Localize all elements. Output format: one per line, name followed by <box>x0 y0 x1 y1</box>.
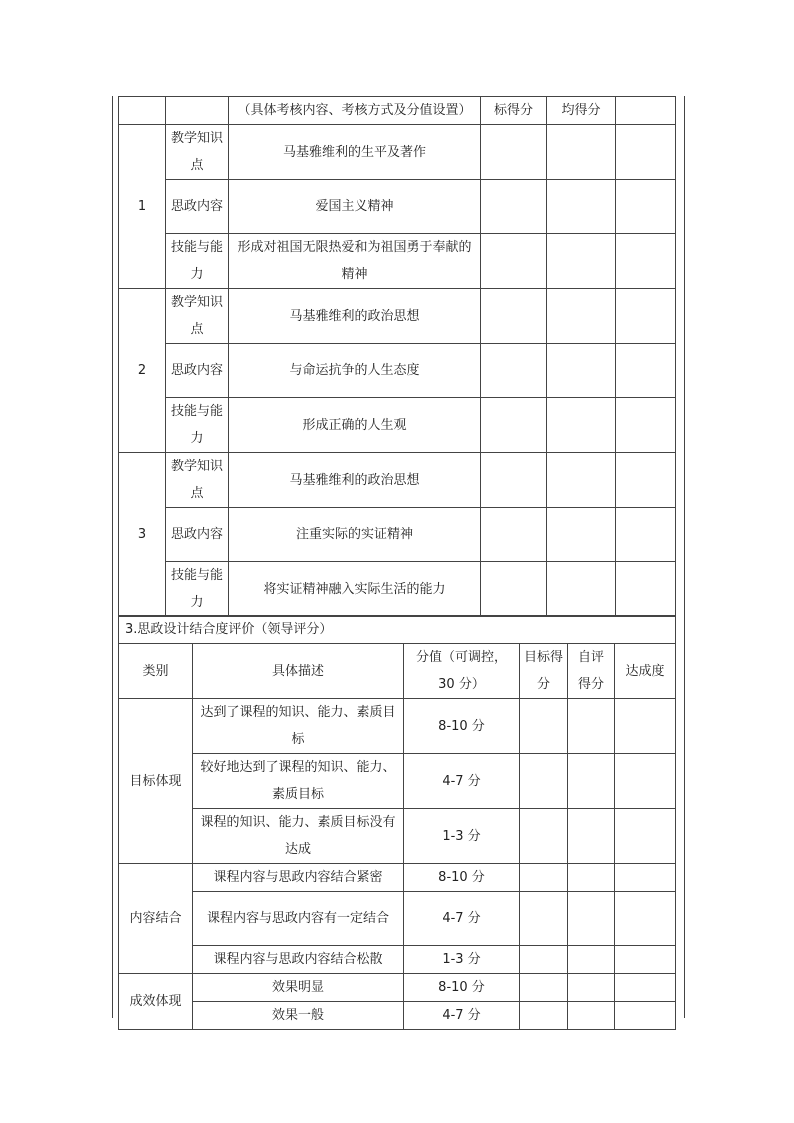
table-row <box>119 809 676 864</box>
score-cell[interactable] <box>520 892 568 946</box>
table-row <box>119 699 676 754</box>
row-content: 注重实际的实证精神 <box>229 508 481 562</box>
score-cell[interactable] <box>520 864 568 892</box>
row-score: 4-7 分 <box>404 1002 520 1030</box>
assessment-table <box>118 96 676 617</box>
row-description: 效果一般 <box>193 1002 404 1030</box>
score-cell[interactable] <box>568 809 615 864</box>
header-blank <box>119 97 166 125</box>
score-cell[interactable] <box>547 398 616 453</box>
score-cell[interactable] <box>520 754 568 809</box>
evaluation-table <box>118 615 676 1030</box>
row-category: 技能与能力 <box>166 562 229 617</box>
row-description: 较好地达到了课程的知识、能力、素质目标 <box>193 754 404 809</box>
score-cell[interactable] <box>616 453 676 508</box>
score-cell[interactable] <box>520 974 568 1002</box>
row-content: 与命运抗争的人生态度 <box>229 344 481 398</box>
score-cell[interactable] <box>481 180 547 234</box>
score-cell[interactable] <box>520 1002 568 1030</box>
header-blank <box>616 97 676 125</box>
score-cell[interactable] <box>547 289 616 344</box>
score-cell[interactable] <box>481 562 547 617</box>
header-achievement: 达成度 <box>615 644 676 699</box>
table-row <box>119 344 676 398</box>
score-cell[interactable] <box>481 234 547 289</box>
assessment-header-row <box>119 97 676 125</box>
score-cell[interactable] <box>568 1002 615 1030</box>
score-cell[interactable] <box>481 289 547 344</box>
header-content: （具体考核内容、考核方式及分值设置） <box>229 97 481 125</box>
score-cell[interactable] <box>615 699 676 754</box>
score-cell[interactable] <box>481 508 547 562</box>
table-row <box>119 398 676 453</box>
score-cell[interactable] <box>616 180 676 234</box>
table-row <box>119 234 676 289</box>
score-cell[interactable] <box>615 864 676 892</box>
row-category: 思政内容 <box>166 508 229 562</box>
row-score: 4-7 分 <box>404 754 520 809</box>
row-content: 马基雅维利的生平及著作 <box>229 125 481 180</box>
score-cell[interactable] <box>547 125 616 180</box>
score-cell[interactable] <box>481 344 547 398</box>
row-description: 效果明显 <box>193 974 404 1002</box>
score-cell[interactable] <box>520 699 568 754</box>
group-category: 成效体现 <box>119 974 193 1030</box>
row-content: 形成正确的人生观 <box>229 398 481 453</box>
row-category: 教学知识点 <box>166 289 229 344</box>
row-description: 课程内容与思政内容结合松散 <box>193 946 404 974</box>
row-description: 课程的知识、能力、素质目标没有达成 <box>193 809 404 864</box>
row-score: 8-10 分 <box>404 974 520 1002</box>
row-category: 思政内容 <box>166 344 229 398</box>
row-content: 马基雅维利的政治思想 <box>229 289 481 344</box>
score-cell[interactable] <box>616 289 676 344</box>
score-cell[interactable] <box>616 508 676 562</box>
row-content: 将实证精神融入实际生活的能力 <box>229 562 481 617</box>
table-row <box>119 453 676 508</box>
row-content: 爱国主义精神 <box>229 180 481 234</box>
header-category: 类别 <box>119 644 193 699</box>
score-cell[interactable] <box>481 453 547 508</box>
score-cell[interactable] <box>615 892 676 946</box>
header-description: 具体描述 <box>193 644 404 699</box>
row-content: 马基雅维利的政治思想 <box>229 453 481 508</box>
score-cell[interactable] <box>481 125 547 180</box>
header-blank <box>166 97 229 125</box>
score-cell[interactable] <box>615 1002 676 1030</box>
score-cell[interactable] <box>616 234 676 289</box>
row-description: 课程内容与思政内容结合紧密 <box>193 864 404 892</box>
table-row <box>119 892 676 946</box>
header-score-a: 标得分 <box>481 97 547 125</box>
score-cell[interactable] <box>616 398 676 453</box>
score-cell[interactable] <box>616 125 676 180</box>
score-cell[interactable] <box>547 234 616 289</box>
score-cell[interactable] <box>481 398 547 453</box>
row-score: 8-10 分 <box>404 864 520 892</box>
table-row <box>119 125 676 180</box>
group-category: 目标体现 <box>119 699 193 864</box>
score-cell[interactable] <box>568 699 615 754</box>
score-cell[interactable] <box>568 754 615 809</box>
score-cell[interactable] <box>568 864 615 892</box>
row-category: 教学知识点 <box>166 453 229 508</box>
table-row <box>119 562 676 617</box>
header-self: 自评得分 <box>568 644 615 699</box>
score-cell[interactable] <box>568 974 615 1002</box>
table-row <box>119 180 676 234</box>
table-row <box>119 974 676 1002</box>
header-score: 分值（可调控，30 分） <box>404 644 520 699</box>
group-category: 内容结合 <box>119 864 193 974</box>
score-cell[interactable] <box>615 809 676 864</box>
score-cell[interactable] <box>615 946 676 974</box>
score-cell[interactable] <box>615 974 676 1002</box>
evaluation-header-row <box>119 644 676 699</box>
table-row <box>119 508 676 562</box>
row-score: 1-3 分 <box>404 946 520 974</box>
score-cell[interactable] <box>547 453 616 508</box>
header-score-b: 均得分 <box>547 97 616 125</box>
row-category: 思政内容 <box>166 180 229 234</box>
row-category: 技能与能力 <box>166 398 229 453</box>
section-title-row <box>119 616 676 644</box>
score-cell[interactable] <box>547 508 616 562</box>
score-cell[interactable] <box>520 946 568 974</box>
row-score: 4-7 分 <box>404 892 520 946</box>
score-cell[interactable] <box>615 754 676 809</box>
header-target: 目标得分 <box>520 644 568 699</box>
row-category: 技能与能力 <box>166 234 229 289</box>
table-row <box>119 289 676 344</box>
score-cell[interactable] <box>616 344 676 398</box>
score-cell[interactable] <box>547 344 616 398</box>
row-score: 1-3 分 <box>404 809 520 864</box>
table-row <box>119 946 676 974</box>
group-number: 3 <box>119 453 166 617</box>
table-row <box>119 1002 676 1030</box>
row-description: 课程内容与思政内容有一定结合 <box>193 892 404 946</box>
row-score: 8-10 分 <box>404 699 520 754</box>
section-title: 3.思政设计结合度评价（领导评分） <box>119 616 676 644</box>
score-cell[interactable] <box>616 562 676 617</box>
score-cell[interactable] <box>520 809 568 864</box>
score-cell[interactable] <box>568 892 615 946</box>
row-description: 达到了课程的知识、能力、素质目标 <box>193 699 404 754</box>
table-row <box>119 754 676 809</box>
table-row <box>119 864 676 892</box>
score-cell[interactable] <box>547 562 616 617</box>
group-number: 2 <box>119 289 166 453</box>
score-cell[interactable] <box>568 946 615 974</box>
row-category: 教学知识点 <box>166 125 229 180</box>
group-number: 1 <box>119 125 166 289</box>
score-cell[interactable] <box>547 180 616 234</box>
row-content: 形成对祖国无限热爱和为祖国勇于奉献的精神 <box>229 234 481 289</box>
